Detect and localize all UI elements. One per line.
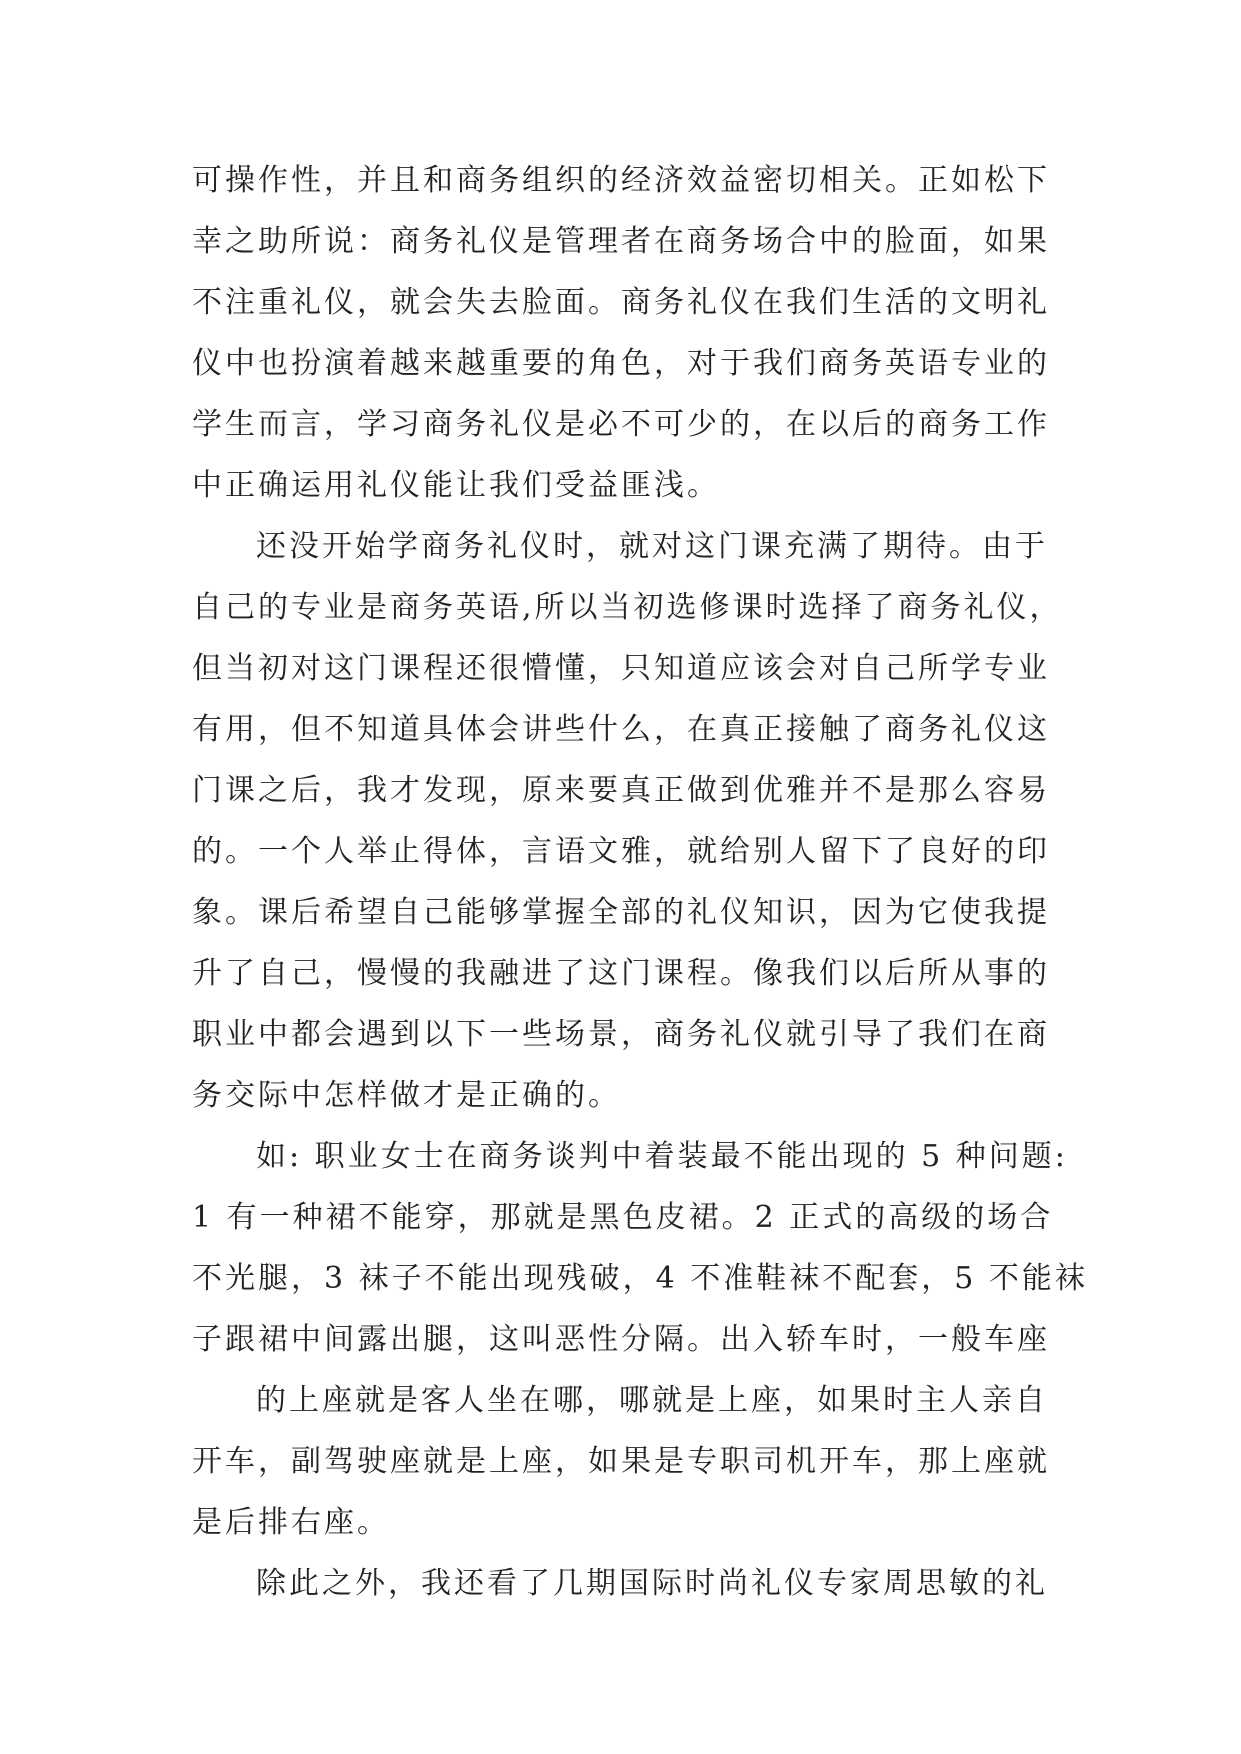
text-line: 开车，副驾驶座就是上座，如果是专职司机开车，那上座就 (192, 1444, 1050, 1479)
text-line: 中正确运用礼仪能让我们受益匪浅。 (192, 468, 720, 503)
text-line: 升了自己，慢慢的我融进了这门课程。像我们以后所从事的 (192, 956, 1050, 991)
text-line: 是后排右座。 (192, 1505, 390, 1540)
text-line: 1 有一种裙不能穿，那就是黑色皮裙。2 正式的高级的场合 (192, 1200, 1054, 1235)
text-line: 学生而言，学习商务礼仪是必不可少的，在以后的商务工作 (192, 407, 1050, 442)
text-line: 务交际中怎样做才是正确的。 (192, 1078, 621, 1113)
text-line: 自己的专业是商务英语,所以当初选修课时选择了商务礼仪， (192, 590, 1063, 625)
text-line: 但当初对这门课程还很懵懂，只知道应该会对自己所学专业 (192, 651, 1050, 686)
text-line: 幸之助所说：商务礼仪是管理者在商务场合中的脸面，如果 (192, 224, 1050, 259)
paragraph-first-line: 除此之外，我还看了几期国际时尚礼仪专家周思敏的礼 (256, 1566, 1048, 1601)
text-line: 可操作性，并且和商务组织的经济效益密切相关。正如松下 (192, 163, 1050, 198)
text-line: 有用，但不知道具体会讲些什么，在真正接触了商务礼仪这 (192, 712, 1050, 747)
paragraph-first-line: 如: 职业女士在商务谈判中着装最不能出现的 5 种问题: (256, 1139, 1068, 1174)
text-line: 象。课后希望自己能够掌握全部的礼仪知识，因为它使我提 (192, 895, 1050, 930)
paragraph-first-line: 还没开始学商务礼仪时，就对这门课充满了期待。由于 (256, 529, 1048, 564)
text-line: 仪中也扮演着越来越重要的角色，对于我们商务英语专业的 (192, 346, 1050, 381)
text-line: 子跟裙中间露出腿，这叫恶性分隔。出入轿车时，一般车座 (192, 1322, 1050, 1357)
body-text (192, 150, 1088, 1614)
paragraph-first-line: 的上座就是客人坐在哪，哪就是上座，如果时主人亲自 (256, 1383, 1048, 1418)
text-line: 职业中都会遇到以下一些场景，商务礼仪就引导了我们在商 (192, 1017, 1050, 1052)
text-line: 不光腿，3 袜子不能出现残破，4 不准鞋袜不配套，5 不能袜 (192, 1261, 1088, 1296)
text-line: 不注重礼仪，就会失去脸面。商务礼仪在我们生活的文明礼 (192, 285, 1050, 320)
text-line: 门课之后，我才发现，原来要真正做到优雅并不是那么容易 (192, 773, 1050, 808)
text-line: 的。一个人举止得体，言语文雅，就给别人留下了良好的印 (192, 834, 1050, 869)
